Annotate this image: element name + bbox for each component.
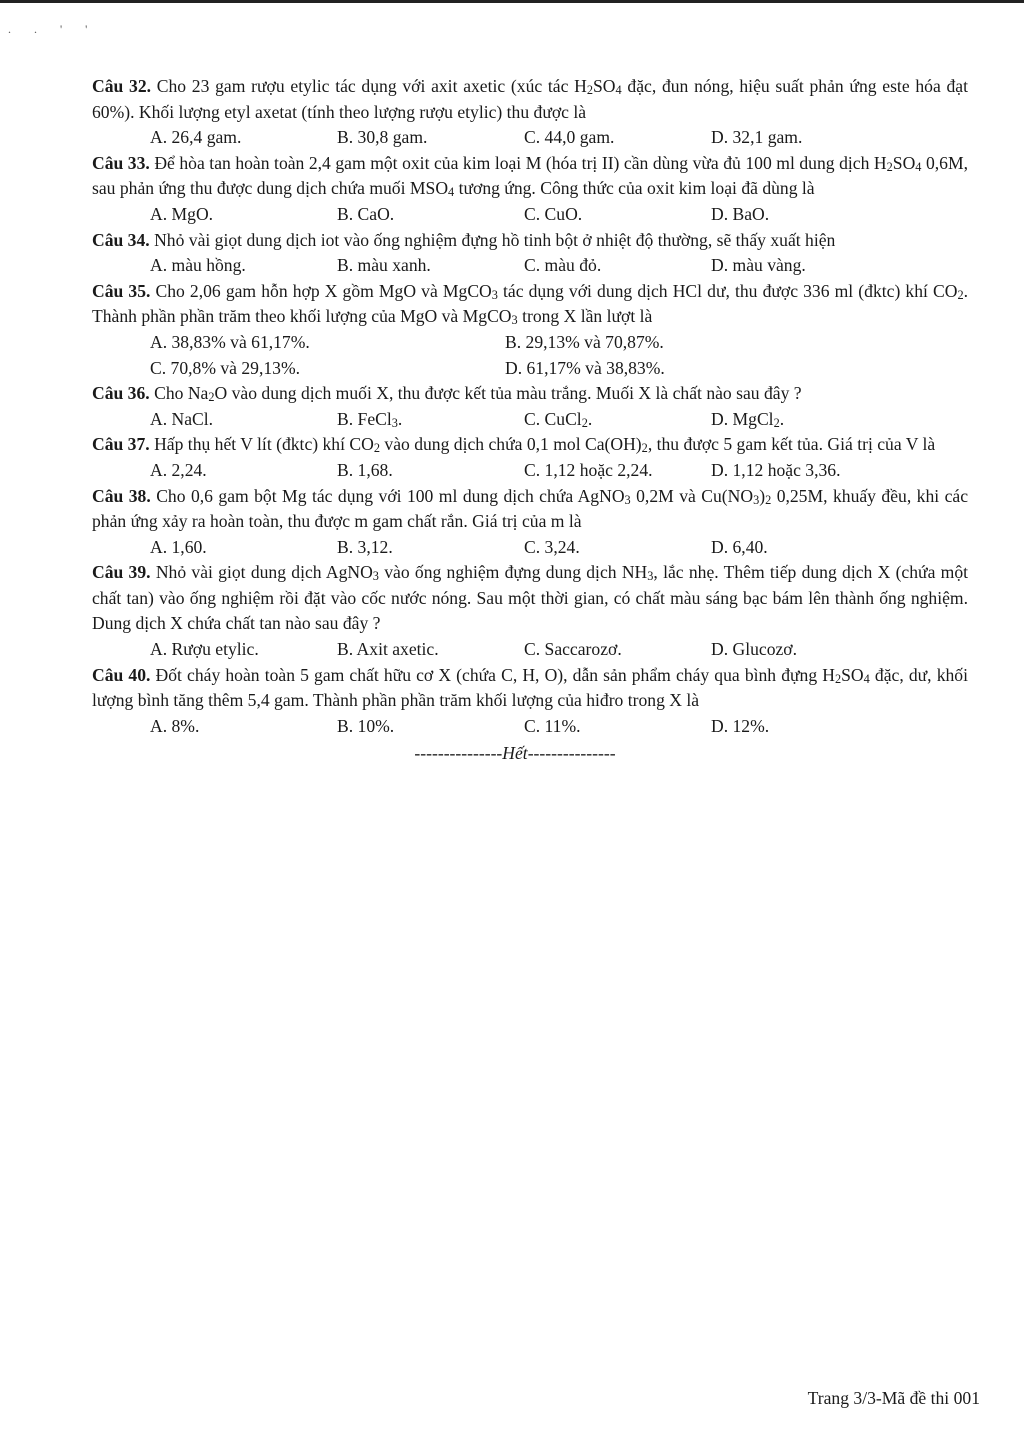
answer-option xyxy=(92,253,337,279)
question-number: Câu 34. xyxy=(92,229,150,250)
subscript: 2 xyxy=(208,390,215,405)
text-run: Hấp thụ hết V lít (đktc) khí CO xyxy=(154,434,374,455)
text-run: C. 70,8% và 29,13%. xyxy=(150,357,301,378)
question-stem xyxy=(92,381,968,407)
answer-options xyxy=(92,125,968,151)
subscript: 2 xyxy=(373,441,380,456)
text-run: Cho 23 gam rượu etylic tác dụng với axit axetic (xúc tác H xyxy=(156,76,587,96)
text-run: Đốt cháy hoàn toàn 5 gam chất hữu cơ X (chứa C, H, O), dẫn sản phẩm cháy qua bình đựng H xyxy=(155,664,835,685)
question-number: Câu 40. xyxy=(92,664,151,685)
text-run: B. 29,13% và 70,87%. xyxy=(505,331,664,352)
question-stem xyxy=(92,560,968,637)
answer-option xyxy=(711,637,898,663)
end-marker-word: Hết xyxy=(502,743,528,764)
text-run: . xyxy=(587,408,593,429)
question xyxy=(92,381,968,432)
text-run: B. 10%. xyxy=(337,715,395,736)
subscript: 3 xyxy=(647,569,654,584)
answer-option xyxy=(505,356,860,382)
text-run: C. màu đỏ. xyxy=(524,255,602,276)
end-marker xyxy=(92,741,968,767)
answer-options xyxy=(92,407,968,433)
subscript: 3 xyxy=(491,287,498,302)
text-run: A. 1,60. xyxy=(150,536,207,557)
question-number: Câu 36. xyxy=(92,383,150,404)
text-run: SO xyxy=(892,152,916,173)
subscript: 2 xyxy=(586,83,594,97)
answer-options xyxy=(92,458,968,484)
text-run: D. màu vàng. xyxy=(711,255,806,276)
text-run: A. 2,24. xyxy=(150,459,207,480)
text-run: C. 11%. xyxy=(524,715,581,736)
text-run: đặc, dư, khối lượng bình tăng thêm 5,4 gam. Thành phần phần trăm khối lượng của hiđro trong X là xyxy=(92,664,968,711)
answer-option xyxy=(92,125,337,151)
text-run: . xyxy=(779,408,785,429)
text-run: B. FeCl xyxy=(337,408,392,429)
answer-option xyxy=(711,407,898,433)
question-number: Câu 32. xyxy=(92,76,152,96)
text-run: A. NaCl. xyxy=(150,408,214,429)
subscript: 2 xyxy=(834,671,842,686)
answer-option xyxy=(92,458,337,484)
text-run: D. Glucozơ. xyxy=(711,639,798,660)
exam-content xyxy=(92,74,968,767)
text-run: A. Rượu etylic. xyxy=(150,639,259,660)
text-run: SO xyxy=(841,664,864,685)
text-run: B. màu xanh. xyxy=(337,255,431,276)
question-stem xyxy=(92,663,968,714)
answer-option xyxy=(524,202,711,228)
question xyxy=(92,663,968,740)
answer-option xyxy=(711,535,898,561)
question xyxy=(92,279,968,381)
answer-option xyxy=(711,714,898,740)
answer-option xyxy=(711,458,898,484)
text-run: B. 30,8 gam. xyxy=(337,127,428,148)
question-stem xyxy=(92,432,968,458)
text-run: D. 12%. xyxy=(711,715,770,736)
text-run: Cho 2,06 gam hỗn hợp X gồm MgO và MgCO xyxy=(155,280,492,301)
text-run: SO xyxy=(593,76,616,96)
question-stem xyxy=(92,151,968,202)
text-run: B. CaO. xyxy=(337,203,395,224)
subscript: 4 xyxy=(863,671,870,686)
question-stem xyxy=(92,228,968,254)
text-run: B. Axit axetic. xyxy=(337,639,439,660)
question-list xyxy=(92,74,968,739)
answer-option xyxy=(337,407,524,433)
text-run: C. Saccarozơ. xyxy=(524,639,622,660)
text-run: Cho 0,6 gam bột Mg tác dụng với 100 ml dung dịch chứa AgNO xyxy=(156,485,625,506)
text-run: B. 1,68. xyxy=(337,459,393,480)
answer-option xyxy=(92,535,337,561)
text-run: . xyxy=(397,408,403,429)
question-number: Câu 37. xyxy=(92,434,150,455)
subscript: 3 xyxy=(372,569,379,584)
answer-option xyxy=(337,714,524,740)
end-marker-left: --------------- xyxy=(414,743,503,764)
question xyxy=(92,560,968,662)
answer-option xyxy=(337,125,524,151)
text-run: D. 61,17% và 38,83%. xyxy=(505,357,665,378)
answer-option xyxy=(337,458,524,484)
answer-option xyxy=(92,407,337,433)
question-stem xyxy=(92,279,968,330)
answer-option xyxy=(505,330,860,356)
answer-option xyxy=(92,356,505,382)
text-run: B. 3,12. xyxy=(337,536,393,557)
subscript: 3 xyxy=(511,313,518,328)
text-run: A. MgO. xyxy=(150,203,214,224)
answer-options xyxy=(92,637,968,663)
text-run: C. 44,0 gam. xyxy=(524,127,615,148)
subscript: 3 xyxy=(391,415,398,430)
text-run: D. 32,1 gam. xyxy=(711,127,803,148)
text-run: A. 8%. xyxy=(150,715,200,736)
subscript: 2 xyxy=(957,287,964,302)
text-run: O vào dung dịch muối X, thu được kết tủa màu trắng. Muối X là chất nào sau đây ? xyxy=(214,383,802,404)
text-run: đặc, đun nóng, hiệu suất phản ứng este hóa đạt 60%). Khối lượng etyl axetat (tính theo lượng rượu etylic) thu được là xyxy=(92,76,968,122)
answer-option xyxy=(524,637,711,663)
answer-option xyxy=(337,637,524,663)
text-run: tương ứng. Công thức của oxit kim loại đã dùng là xyxy=(454,178,815,199)
text-run: , thu được 5 gam kết tủa. Giá trị của V là xyxy=(647,434,936,455)
subscript: 2 xyxy=(641,441,648,456)
answer-option xyxy=(524,458,711,484)
answer-option xyxy=(524,253,711,279)
answer-option xyxy=(92,637,337,663)
text-run: A. 26,4 gam. xyxy=(150,127,242,148)
answer-option xyxy=(337,253,524,279)
question xyxy=(92,228,968,279)
subscript: 2 xyxy=(765,492,772,507)
answer-option xyxy=(711,253,898,279)
question-number: Câu 39. xyxy=(92,562,151,583)
page-top-edge xyxy=(0,0,1024,3)
text-run: D. 1,12 hoặc 3,36. xyxy=(711,459,841,480)
text-run: A. 38,83% và 61,17%. xyxy=(150,331,310,352)
answer-option xyxy=(524,714,711,740)
answer-options xyxy=(92,535,968,561)
text-run: vào dung dịch chứa 0,1 mol Ca(OH) xyxy=(380,434,642,455)
answer-option xyxy=(524,125,711,151)
subscript: 2 xyxy=(773,415,780,430)
text-run: 0,6M, sau phản ứng thu được dung dịch chứa muối MSO xyxy=(92,152,968,199)
question-number: Câu 38. xyxy=(92,485,151,506)
question xyxy=(92,74,968,151)
text-run: C. CuCl xyxy=(524,408,582,429)
subscript: 3 xyxy=(753,492,760,507)
text-run: D. MgCl xyxy=(711,408,774,429)
page-footer: Trang 3/3-Mã đề thi 001 xyxy=(807,1388,980,1408)
text-run: A. màu hồng. xyxy=(150,255,246,276)
subscript: 4 xyxy=(915,159,922,174)
text-run: C. 3,24. xyxy=(524,536,580,557)
answer-options xyxy=(92,356,968,382)
answer-option xyxy=(524,535,711,561)
text-run: trong X lần lượt là xyxy=(517,306,653,327)
answer-option xyxy=(337,202,524,228)
answer-option xyxy=(92,714,337,740)
text-run: D. BaO. xyxy=(711,203,770,224)
answer-options xyxy=(92,714,968,740)
text-run: 0,2M và Cu(NO xyxy=(630,485,754,506)
answer-options xyxy=(92,202,968,228)
answer-option xyxy=(92,202,337,228)
text-run: C. CuO. xyxy=(524,203,583,224)
question-number: Câu 35. xyxy=(92,280,151,301)
subscript: 2 xyxy=(581,415,588,430)
answer-option xyxy=(524,407,711,433)
text-run: tác dụng với dung dịch HCl dư, thu được 336 ml (đktc) khí CO xyxy=(497,280,958,301)
text-run: . Thành phần phần trăm theo khối lượng của MgO và MgCO xyxy=(92,280,968,327)
text-run: Nhỏ vài giọt dung dịch iot vào ống nghiệm đựng hồ tinh bột ở nhiệt độ thường, sẽ thấy xuất hiện xyxy=(154,229,836,250)
question xyxy=(92,151,968,228)
question xyxy=(92,484,968,561)
answer-options xyxy=(92,330,968,356)
answer-option xyxy=(92,330,505,356)
subscript: 4 xyxy=(448,185,455,200)
text-run: Nhỏ vài giọt dung dịch AgNO xyxy=(155,562,373,583)
question-number: Câu 33. xyxy=(92,152,150,173)
subscript: 4 xyxy=(615,83,622,97)
answer-option xyxy=(711,202,898,228)
text-run: vào ống nghiệm đựng dung dịch NH xyxy=(378,562,648,583)
text-run: C. 1,12 hoặc 2,24. xyxy=(524,459,653,480)
text-run: Cho Na xyxy=(154,383,209,404)
end-marker-right: --------------- xyxy=(527,743,616,764)
subscript: 2 xyxy=(886,159,893,174)
scan-specks: . . ' ' xyxy=(8,22,98,36)
text-run: D. 6,40. xyxy=(711,536,768,557)
question-stem xyxy=(92,74,968,125)
question xyxy=(92,432,968,483)
text-run: 0,25M, khuấy đều, khi các phản ứng xảy ra hoàn toàn, thu được m gam chất rắn. Giá trị của m là xyxy=(92,485,969,532)
subscript: 3 xyxy=(624,492,631,507)
answer-option xyxy=(337,535,524,561)
text-run: ) xyxy=(759,485,766,506)
question-stem xyxy=(92,484,968,535)
answer-option xyxy=(711,125,898,151)
text-run: , lắc nhẹ. Thêm tiếp dung dịch X (chứa một chất tan) vào ống nghiệm rồi đặt vào cốc nước nóng. Sau một thời gian, có chất màu sáng bạc bám lên thành ống nghiệm. Dung dịch X chứa chất tan nào sau đây ? xyxy=(92,562,969,634)
answer-options xyxy=(92,253,968,279)
text-run: Để hòa tan hoàn toàn 2,4 gam một oxit của kim loại M (hóa trị II) cần dùng vừa đủ 100 ml dung dịch H xyxy=(154,152,887,173)
